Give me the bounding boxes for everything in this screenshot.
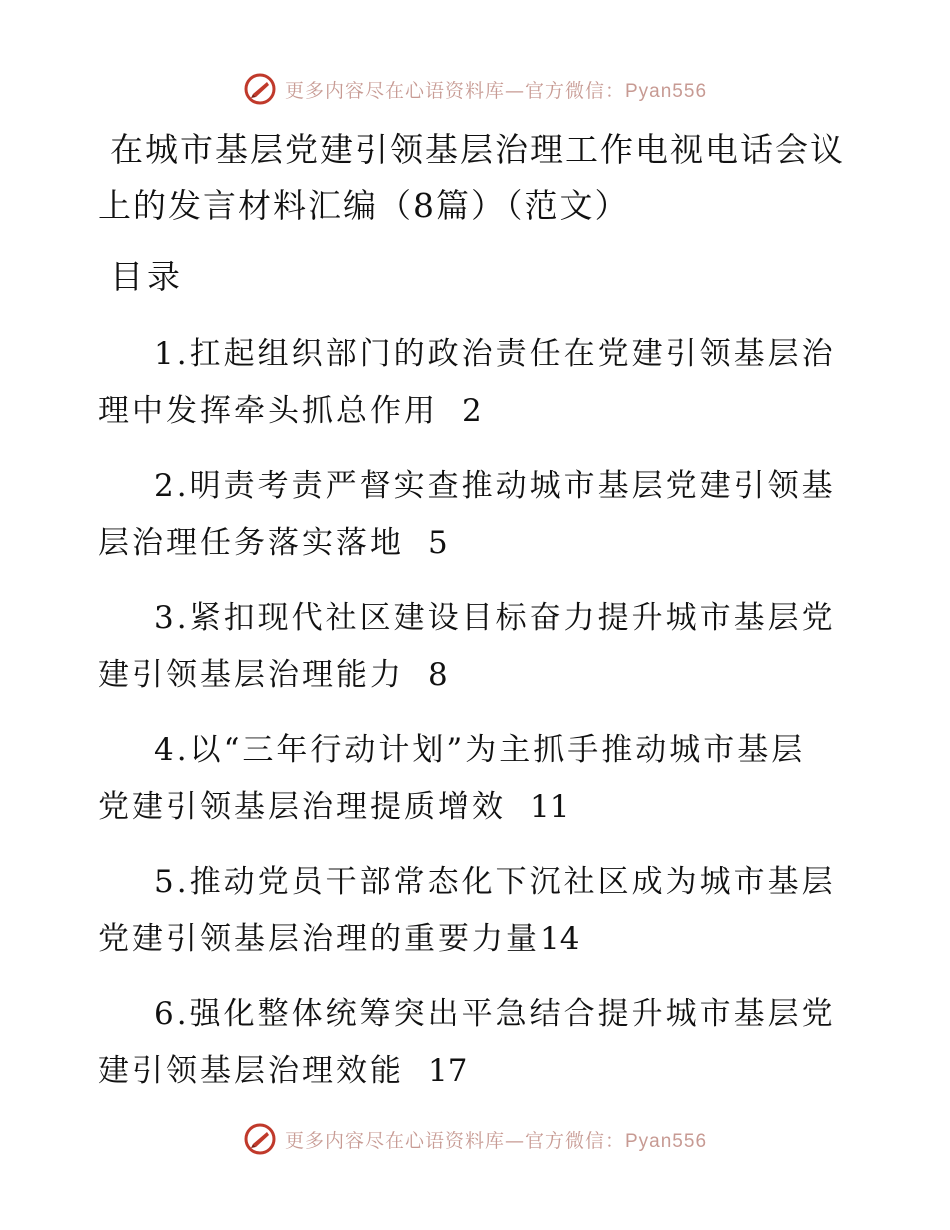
watermark-text: 更多内容尽在心语资料库—官方微信：Pyan556 [284, 79, 708, 102]
toc-page-number: 17 [428, 1053, 468, 1089]
toc-item[interactable] [98, 854, 858, 968]
document-title [98, 122, 858, 234]
toc-item-line-2 [98, 779, 858, 836]
toc-item-line-1: 3.紧扣现代社区建设目标奋力提升城市基层党 [154, 600, 836, 636]
toc-item[interactable] [98, 986, 858, 1100]
toc-item-line-1: 1.扛起组织部门的政治责任在党建引领基层治 [154, 336, 836, 372]
toc-page-number: 11 [530, 789, 570, 825]
watermark-logo-icon [243, 1122, 277, 1156]
watermark-footer [0, 1122, 950, 1156]
toc-item[interactable] [98, 590, 858, 704]
toc-item-line-1: 2.明责考责严督实查推动城市基层党建引领基 [154, 468, 836, 504]
toc-item-title: 党建引领基层治理提质增效 [98, 789, 506, 825]
toc-page-number: 14 [540, 921, 580, 957]
watermark-logo-icon [243, 72, 277, 106]
toc-item-line-2 [98, 647, 858, 704]
toc-item-line-2 [98, 911, 858, 968]
toc-item-title: 建引领基层治理能力 [98, 657, 404, 693]
title-line-1: 在城市基层党建引领基层治理工作电视电话会议 [110, 130, 845, 169]
toc-item-title: 理中发挥牵头抓总作用 [98, 393, 438, 429]
toc-item-line-2 [98, 515, 858, 572]
toc-item-title: 层治理任务落实落地 [98, 525, 404, 561]
toc-page-number: 8 [428, 657, 448, 693]
toc-heading: 目录 [110, 257, 184, 296]
toc-item-line-2 [98, 383, 858, 440]
title-line-2: 上的发言材料汇编（8篇）（范文） [98, 186, 630, 225]
toc-item-title: 建引领基层治理效能 [98, 1053, 404, 1089]
toc-page-number: 2 [462, 393, 482, 429]
toc-item[interactable] [98, 722, 858, 836]
toc-item-line-1: 6.强化整体统筹突出平急结合提升城市基层党 [154, 996, 836, 1032]
toc-item-title: 党建引领基层治理的重要力量 [98, 921, 540, 957]
toc-item-line-1: 5.推动党员干部常态化下沉社区成为城市基层 [154, 864, 836, 900]
toc-item[interactable] [98, 326, 858, 440]
watermark-header [0, 72, 950, 106]
toc-item-line-2 [98, 1043, 858, 1100]
toc-item-line-1: 4.以“三年行动计划”为主抓手推动城市基层 [154, 732, 806, 768]
table-of-contents [98, 326, 858, 1118]
toc-item[interactable] [98, 458, 858, 572]
toc-page-number: 5 [428, 525, 448, 561]
watermark-text: 更多内容尽在心语资料库—官方微信：Pyan556 [284, 1129, 708, 1152]
